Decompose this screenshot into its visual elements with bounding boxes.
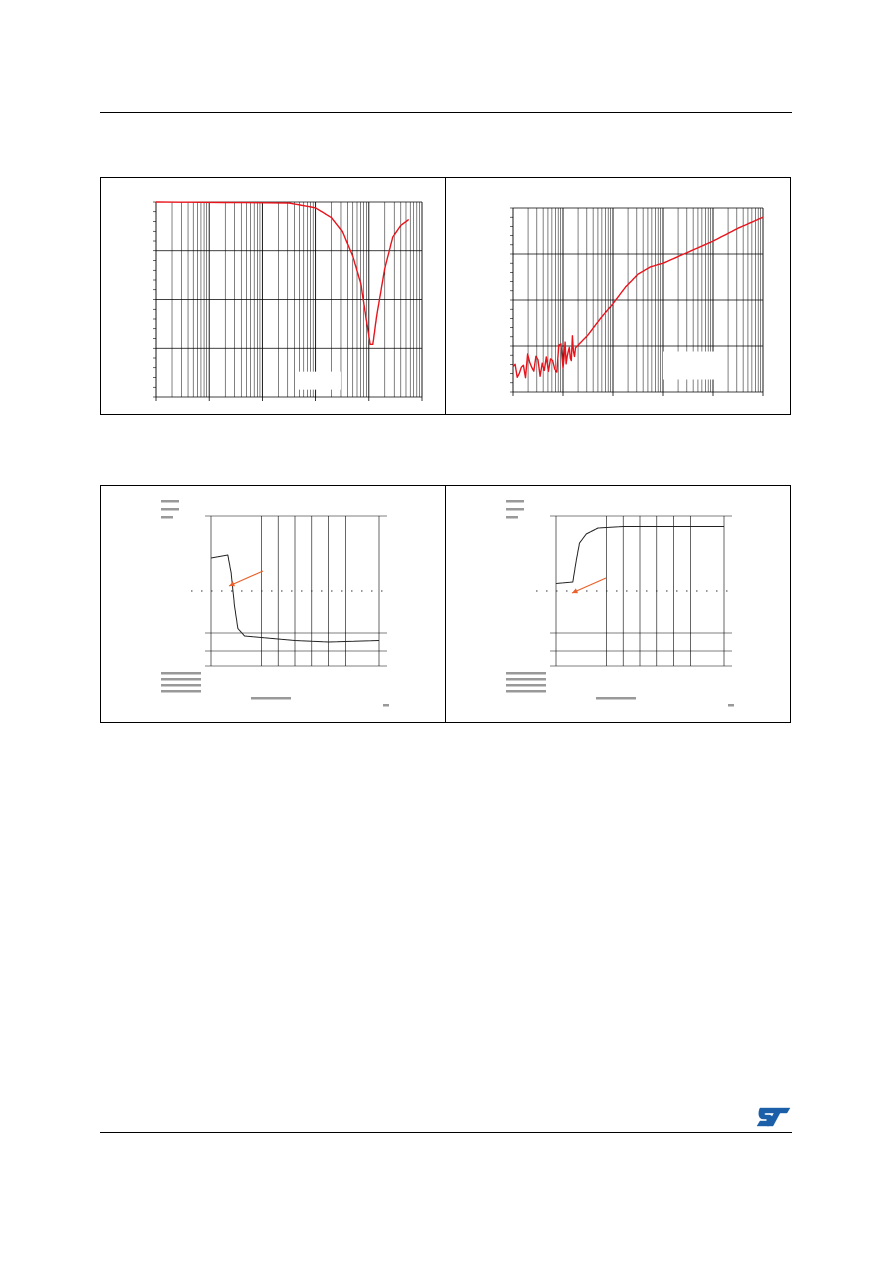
chart-rise-svg bbox=[446, 178, 791, 414]
scope-readout bbox=[506, 500, 734, 707]
figure-row-scope bbox=[100, 485, 791, 723]
readout-line bbox=[506, 500, 524, 503]
readout-line bbox=[506, 684, 546, 687]
readout-line bbox=[251, 697, 291, 700]
readout-line bbox=[161, 684, 201, 687]
scope-falling-svg bbox=[101, 486, 446, 722]
readout-line bbox=[161, 516, 173, 519]
header-rule bbox=[100, 112, 792, 113]
readout-line bbox=[161, 672, 201, 675]
readout-line bbox=[596, 697, 636, 700]
figure-row-frequency bbox=[100, 177, 791, 415]
arrow-shaft bbox=[572, 578, 606, 593]
legend-box bbox=[663, 352, 719, 380]
footer-rule bbox=[100, 1132, 792, 1133]
legend-box bbox=[297, 372, 341, 390]
scope-capture-rising bbox=[445, 486, 790, 722]
readout-line bbox=[161, 678, 201, 681]
chart-notch-svg bbox=[101, 178, 446, 414]
readout-line bbox=[728, 704, 734, 707]
readout-line bbox=[506, 516, 518, 519]
readout-line bbox=[161, 690, 201, 693]
readout-line bbox=[506, 690, 546, 693]
arrow-shaft bbox=[229, 571, 263, 586]
scope-rising-svg bbox=[446, 486, 791, 722]
scope-capture-falling bbox=[101, 486, 445, 722]
readout-line bbox=[383, 704, 389, 707]
readout-line bbox=[506, 508, 524, 511]
readout-line bbox=[161, 508, 179, 511]
st-logo bbox=[754, 1106, 792, 1128]
scope-readout bbox=[161, 500, 389, 707]
series-line bbox=[513, 217, 763, 378]
chart-frequency-rise bbox=[445, 178, 790, 414]
readout-line bbox=[506, 672, 546, 675]
series-line bbox=[156, 202, 409, 344]
chart-frequency-notch bbox=[101, 178, 445, 414]
readout-line bbox=[161, 500, 179, 503]
readout-line bbox=[506, 678, 546, 681]
